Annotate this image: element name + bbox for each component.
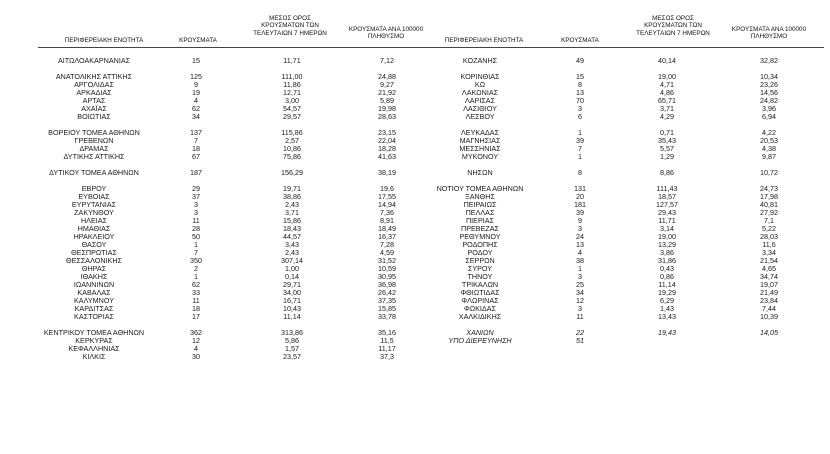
cell-avg: 34,00 — [283, 288, 301, 297]
cell-per: 10,39 — [760, 312, 778, 321]
cell-per: 3,96 — [762, 104, 776, 113]
cell-name: ΚΩ — [474, 80, 486, 89]
cell-name: ΚΕΦΑΛΛΗΝΙΑΣ — [68, 344, 120, 353]
cell-avg: 10,43 — [283, 304, 301, 313]
cell-name: ΞΑΝΘΗΣ — [465, 192, 495, 201]
cell-per: 33,78 — [378, 312, 396, 321]
header-per100k-left: ΚΡΟΥΣΜΑΤΑ ΑΝΑ 100000 ΠΛΗΘΥΣΜΟ — [348, 26, 424, 41]
cell-name: ΚΕΝΤΡΙΚΟΥ ΤΟΜΕΑ ΑΘΗΝΩΝ — [43, 328, 145, 337]
cell-name: ΗΡΑΚΛΕΙΟΥ — [73, 232, 115, 241]
cell-avg: 12,71 — [283, 88, 301, 97]
cell-avg: 5,86 — [285, 336, 299, 345]
cell-per: 23,15 — [378, 128, 396, 137]
cell-per: 18,28 — [378, 144, 396, 153]
cell-avg: 115,86 — [281, 128, 303, 137]
cell-per: 20,53 — [760, 136, 778, 145]
cell-name: ΛΑΣΙΘΙΟΥ — [463, 104, 497, 113]
cell-avg: 111,00 — [281, 72, 303, 81]
cell-per: 11,5 — [380, 336, 394, 345]
cell-avg: 2,43 — [285, 200, 299, 209]
cell-cases: 2 — [194, 264, 198, 273]
cell-avg: 3,86 — [660, 248, 674, 257]
cell-avg: 3,43 — [285, 240, 299, 249]
cell-cases: 362 — [190, 328, 202, 337]
cell-name: ΠΕΙΡΑΙΩΣ — [463, 200, 497, 209]
cell-per: 7,28 — [380, 240, 394, 249]
cell-name: ΝΟΤΙΟΥ ΤΟΜΕΑ ΑΘΗΝΩΝ — [436, 184, 524, 193]
cell-per: 26,42 — [378, 288, 396, 297]
cell-avg: 1,43 — [660, 304, 674, 313]
cell-name: ΠΡΕΒΕΖΑΣ — [461, 224, 499, 233]
cell-name: ΕΥΒΟΙΑΣ — [78, 192, 110, 201]
cell-cases: 1 — [578, 152, 582, 161]
header-rule — [38, 47, 824, 48]
cell-cases: 38 — [576, 256, 584, 265]
cell-per: 21,54 — [760, 256, 778, 265]
cell-avg: 3,14 — [660, 224, 674, 233]
cell-per: 14,56 — [760, 88, 778, 97]
cell-per: 19,6 — [380, 184, 394, 193]
cell-per: 15,85 — [378, 304, 396, 313]
cell-name: ΧΑΛΚΙΔΙΚΗΣ — [458, 312, 502, 321]
cell-per: 4,22 — [762, 128, 776, 137]
cell-avg: 2,57 — [285, 136, 299, 145]
table-row — [0, 337, 830, 345]
cell-name: ΚΕΡΚΥΡΑΣ — [75, 336, 113, 345]
cell-name: ΠΕΛΛΑΣ — [465, 208, 495, 217]
cell-avg: 4,29 — [660, 112, 674, 121]
header-region-right: ΠΕΡΙΦΕΡΕΙΑΚΗ ΕΝΟΤΗΤΑ — [444, 37, 524, 44]
table-row — [0, 57, 830, 65]
cell-per: 7,36 — [380, 208, 394, 217]
cell-cases: 28 — [192, 224, 200, 233]
cell-per: 4,38 — [762, 144, 776, 153]
cell-name: ΚΑΒΑΛΑΣ — [77, 288, 111, 297]
cell-per: 9,27 — [380, 80, 394, 89]
cell-cases: 4 — [194, 96, 198, 105]
table-row — [0, 353, 830, 361]
cell-cases: 39 — [576, 136, 584, 145]
table-row — [0, 305, 830, 313]
cell-name: ΕΒΡΟΥ — [81, 184, 107, 193]
cell-cases: 9 — [194, 80, 198, 89]
cell-cases: 49 — [576, 56, 584, 65]
cell-avg: 16,71 — [283, 296, 301, 305]
cell-name: ΗΛΕΙΑΣ — [80, 216, 108, 225]
table-row — [0, 193, 830, 201]
table-row — [0, 297, 830, 305]
cell-avg: 65,71 — [658, 96, 676, 105]
cell-cases: 25 — [576, 280, 584, 289]
cell-cases: 24 — [576, 232, 584, 241]
cell-per: 5,89 — [380, 96, 394, 105]
cell-cases: 11 — [192, 296, 200, 305]
cell-per: 9,87 — [762, 152, 776, 161]
cell-per: 10,59 — [378, 264, 396, 273]
cell-per: 10,72 — [760, 168, 778, 177]
cell-name: ΚΑΡΔΙΤΣΑΣ — [74, 304, 114, 313]
cell-cases: 15 — [192, 56, 200, 65]
cell-per: 27,92 — [760, 208, 778, 217]
cell-avg: 6,29 — [660, 296, 674, 305]
table-row — [0, 289, 830, 297]
cell-name: ΑΡΓΟΛΙΔΑΣ — [74, 80, 114, 89]
cell-avg: 15,86 — [283, 216, 301, 225]
cell-name: ΧΑΝΙΩΝ — [466, 328, 494, 337]
cell-name: ΣΥΡΟΥ — [467, 264, 493, 273]
cell-cases: 15 — [576, 72, 584, 81]
cell-per: 4,59 — [380, 248, 394, 257]
table-row — [0, 273, 830, 281]
cell-per: 37,3 — [380, 352, 394, 361]
cell-name: ΜΕΣΣΗΝΙΑΣ — [459, 144, 501, 153]
cell-avg: 19,43 — [658, 328, 676, 337]
cell-avg: 11,71 — [658, 216, 676, 225]
cell-per: 22,04 — [378, 136, 396, 145]
cell-name: ΛΕΣΒΟΥ — [465, 112, 495, 121]
cell-cases: 34 — [576, 288, 584, 297]
cell-name: ΙΘΑΚΗΣ — [80, 272, 108, 281]
cell-avg: 3,71 — [660, 104, 674, 113]
cell-name: ΘΗΡΑΣ — [81, 264, 107, 273]
cell-avg: 29,57 — [283, 112, 301, 121]
cell-avg: 0,14 — [285, 272, 299, 281]
table-row — [0, 153, 830, 161]
cell-cases: 3 — [578, 104, 582, 113]
cell-cases: 1 — [194, 240, 198, 249]
cell-name: ΣΕΡΡΩΝ — [465, 256, 495, 265]
cell-per: 41,63 — [378, 152, 396, 161]
cell-name: ΜΑΓΝΗΣΙΑΣ — [459, 136, 501, 145]
cell-cases: 1 — [578, 128, 582, 137]
cell-name: ΔΥΤΙΚΟΥ ΤΟΜΕΑ ΑΘΗΝΩΝ — [49, 168, 139, 177]
cell-cases: 131 — [574, 184, 586, 193]
header-avg7-right: ΜΕΣΟΣ ΟΡΟΣ ΚΡΟΥΣΜΑΤΩΝ ΤΩΝ ΤΕΛΕΥΤΑΙΩΝ 7 ΗΜΕΡΩΝ — [636, 15, 710, 37]
cell-per: 21,49 — [760, 288, 778, 297]
cell-per: 38,19 — [378, 168, 396, 177]
cell-name: ΤΗΝΟΥ — [467, 272, 493, 281]
cell-avg: 19,00 — [658, 232, 676, 241]
cell-avg: 0,86 — [660, 272, 674, 281]
table-row — [0, 145, 830, 153]
cell-cases: 181 — [574, 200, 586, 209]
cell-cases: 34 — [192, 112, 200, 121]
cell-name: ΘΕΣΠΡΩΤΙΑΣ — [71, 248, 117, 257]
table-row — [0, 217, 830, 225]
cell-avg: 44,57 — [283, 232, 301, 241]
table-row — [0, 225, 830, 233]
cell-avg: 29,43 — [658, 208, 676, 217]
cell-name: ΚΟΖΑΝΗΣ — [462, 56, 498, 65]
cell-name: ΕΥΡΥΤΑΝΙΑΣ — [71, 200, 117, 209]
cell-cases: 7 — [194, 136, 198, 145]
header-cases-left: ΚΡΟΥΣΜΑΤΑ — [179, 37, 217, 44]
cell-per: 31,52 — [378, 256, 396, 265]
table-row — [0, 137, 830, 145]
cell-cases: 12 — [192, 336, 200, 345]
cell-avg: 35,43 — [658, 136, 676, 145]
cell-avg: 307,14 — [281, 256, 303, 265]
cell-avg: 127,57 — [656, 200, 678, 209]
cell-cases: 37 — [192, 192, 200, 201]
cell-per: 14,05 — [760, 328, 778, 337]
cell-per: 14,94 — [378, 200, 396, 209]
cell-cases: 3 — [578, 224, 582, 233]
cell-per: 35,16 — [378, 328, 396, 337]
cell-per: 28,03 — [760, 232, 778, 241]
cell-per: 24,73 — [760, 184, 778, 193]
cell-cases: 1 — [578, 264, 582, 273]
cell-per: 17,55 — [378, 192, 396, 201]
table-row — [0, 257, 830, 265]
cell-name: ΛΑΚΩΝΙΑΣ — [461, 88, 499, 97]
cell-name: ΑΙΤΩΛΟΑΚΑΡΝΑΝΙΑΣ — [57, 56, 131, 65]
cell-cases: 3 — [578, 272, 582, 281]
cell-avg: 29,71 — [283, 280, 301, 289]
table-row — [0, 81, 830, 89]
cell-name: ΡΟΔΟΥ — [467, 248, 493, 257]
cell-name: ΡΟΔΟΠΗΣ — [462, 240, 498, 249]
cell-cases: 8 — [578, 80, 582, 89]
cell-name: ΚΟΡΙΝΘΙΑΣ — [460, 72, 500, 81]
cell-avg: 19,29 — [658, 288, 676, 297]
cell-avg: 1,57 — [285, 344, 299, 353]
cell-name: ΛΑΡΙΣΑΣ — [464, 96, 496, 105]
cell-cases: 3 — [578, 304, 582, 313]
cell-name: ΔΥΤΙΚΗΣ ΑΤΤΙΚΗΣ — [63, 152, 125, 161]
cell-per: 36,98 — [378, 280, 396, 289]
cell-avg: 19,00 — [658, 72, 676, 81]
cell-avg: 111,43 — [656, 184, 678, 193]
header-cases-right: ΚΡΟΥΣΜΑΤΑ — [561, 37, 599, 44]
cell-avg: 23,57 — [283, 352, 301, 361]
cell-per: 7,1 — [764, 216, 774, 225]
cell-cases: 125 — [190, 72, 202, 81]
cell-per: 23,26 — [760, 80, 778, 89]
cell-per: 5,22 — [762, 224, 776, 233]
cell-per: 18,49 — [378, 224, 396, 233]
cell-cases: 29 — [192, 184, 200, 193]
cell-cases: 39 — [576, 208, 584, 217]
cell-per: 24,82 — [760, 96, 778, 105]
cell-name: ΛΕΥΚΑΔΑΣ — [460, 128, 500, 137]
cell-per: 10,34 — [760, 72, 778, 81]
cell-avg: 1,29 — [660, 152, 674, 161]
header-per100k-right: ΚΡΟΥΣΜΑΤΑ ΑΝΑ 100000 ΠΛΗΘΥΣΜΟ — [731, 26, 807, 41]
cell-cases: 187 — [190, 168, 202, 177]
cell-name: ΚΑΣΤΟΡΙΑΣ — [74, 312, 114, 321]
cell-avg: 2,43 — [285, 248, 299, 257]
header-avg7-left: ΜΕΣΟΣ ΟΡΟΣ ΚΡΟΥΣΜΑΤΩΝ ΤΩΝ ΤΕΛΕΥΤΑΙΩΝ 7 ΗΜΕΡΩΝ — [253, 15, 327, 37]
table-row — [0, 105, 830, 113]
cell-cases: 11 — [576, 312, 584, 321]
cell-cases: 51 — [576, 336, 584, 345]
cell-cases: 9 — [578, 216, 582, 225]
table-row — [0, 209, 830, 217]
table-row — [0, 329, 830, 337]
table-row — [0, 97, 830, 105]
cell-name: ΚΑΛΥΜΝΟΥ — [74, 296, 114, 305]
cell-cases: 20 — [576, 192, 584, 201]
cell-name: ΤΡΙΚΑΛΩΝ — [461, 280, 499, 289]
cell-per: 32,82 — [760, 56, 778, 65]
table-row — [0, 73, 830, 81]
table-row — [0, 169, 830, 177]
cell-cases: 70 — [576, 96, 584, 105]
cell-per: 24,88 — [378, 72, 396, 81]
cell-avg: 11,71 — [283, 56, 301, 65]
cell-avg: 0,71 — [660, 128, 674, 137]
cell-avg: 18,57 — [658, 192, 676, 201]
cell-name: ΙΩΑΝΝΙΝΩΝ — [73, 280, 115, 289]
cell-per: 8,91 — [380, 216, 394, 225]
cell-avg: 11,14 — [283, 312, 301, 321]
header-region-left: ΠΕΡΙΦΕΡΕΙΑΚΗ ΕΝΟΤΗΤΑ — [64, 37, 144, 44]
cell-per: 28,63 — [378, 112, 396, 121]
cell-per: 11,17 — [378, 344, 396, 353]
cell-name: ΝΗΣΩΝ — [467, 168, 493, 177]
cell-per: 30,95 — [378, 272, 396, 281]
cell-per: 19,98 — [378, 104, 396, 113]
cell-name: ΑΝΑΤΟΛΙΚΗΣ ΑΤΤΙΚΗΣ — [55, 72, 133, 81]
cell-avg: 156,29 — [281, 168, 303, 177]
cell-cases: 19 — [192, 88, 200, 97]
cell-cases: 6 — [578, 112, 582, 121]
cell-cases: 17 — [192, 312, 200, 321]
cell-per: 16,37 — [378, 232, 396, 241]
cell-cases: 50 — [192, 232, 200, 241]
cell-cases: 12 — [576, 296, 584, 305]
cell-cases: 67 — [192, 152, 200, 161]
cell-avg: 54,57 — [283, 104, 301, 113]
cell-cases: 3 — [194, 208, 198, 217]
cell-name: ΓΡΕΒΕΝΩΝ — [74, 136, 114, 145]
cell-cases: 13 — [576, 240, 584, 249]
cell-cases: 11 — [192, 216, 200, 225]
cell-per: 7,44 — [762, 304, 776, 313]
cell-name: ΑΡΚΑΔΙΑΣ — [76, 88, 112, 97]
cell-avg: 11,86 — [283, 80, 301, 89]
cell-avg: 3,71 — [285, 208, 299, 217]
cell-name: ΚΙΛΚΙΣ — [82, 352, 106, 361]
cell-per: 7,12 — [380, 56, 394, 65]
cell-cases: 18 — [192, 304, 200, 313]
cell-cases: 62 — [192, 280, 200, 289]
cell-cases: 13 — [576, 88, 584, 97]
cell-avg: 18,43 — [283, 224, 301, 233]
cell-per: 3,34 — [762, 248, 776, 257]
cell-name: ΔΡΑΜΑΣ — [79, 144, 109, 153]
cell-name: ΘΕΣΣΑΛΟΝΙΚΗΣ — [66, 256, 122, 265]
cell-name: ΦΘΙΩΤΙΔΑΣ — [460, 288, 500, 297]
cell-cases: 22 — [576, 328, 584, 337]
cell-avg: 75,86 — [283, 152, 301, 161]
cell-per: 6,94 — [762, 112, 776, 121]
cell-name: ΑΧΑΪΑΣ — [81, 104, 107, 113]
cell-avg: 8,86 — [660, 168, 674, 177]
cell-name: ΦΛΩΡΙΝΑΣ — [461, 296, 499, 305]
cell-avg: 4,86 — [660, 88, 674, 97]
cell-avg: 5,57 — [660, 144, 674, 153]
cell-name: ΠΙΕΡΙΑΣ — [465, 216, 495, 225]
cell-per: 34,74 — [760, 272, 778, 281]
cell-cases: 1 — [194, 272, 198, 281]
cell-cases: 33 — [192, 288, 200, 297]
cell-name: ΒΟΡΕΙΟΥ ΤΟΜΕΑ ΑΘΗΝΩΝ — [48, 128, 140, 137]
cell-cases: 18 — [192, 144, 200, 153]
cell-cases: 7 — [578, 144, 582, 153]
cell-cases: 30 — [192, 352, 200, 361]
table-row — [0, 313, 830, 321]
table-row — [0, 241, 830, 249]
cell-avg: 13,29 — [658, 240, 676, 249]
cell-cases: 4 — [578, 248, 582, 257]
table-row — [0, 233, 830, 241]
cell-avg: 11,14 — [658, 280, 676, 289]
table-row — [0, 281, 830, 289]
cell-name: ΜΥΚΟΝΟΥ — [461, 152, 499, 161]
cell-per: 37,35 — [378, 296, 396, 305]
table-row — [0, 249, 830, 257]
cell-avg: 19,71 — [283, 184, 301, 193]
cell-cases: 62 — [192, 104, 200, 113]
cell-name: ΘΑΣΟΥ — [81, 240, 107, 249]
cell-per: 23,84 — [760, 296, 778, 305]
cell-name: ΗΜΑΘΙΑΣ — [77, 224, 111, 233]
cell-per: 11,6 — [762, 240, 776, 249]
cell-cases: 350 — [190, 256, 202, 265]
table-row — [0, 185, 830, 193]
cell-avg: 38,86 — [283, 192, 301, 201]
cell-avg: 10,86 — [283, 144, 301, 153]
cell-avg: 40,14 — [658, 56, 676, 65]
table-row — [0, 345, 830, 353]
cell-avg: 0,43 — [660, 264, 674, 273]
cell-cases: 7 — [194, 248, 198, 257]
cell-name: ΖΑΚΥΝΘΟΥ — [74, 208, 114, 217]
cell-cases: 137 — [190, 128, 202, 137]
cell-per: 19,07 — [760, 280, 778, 289]
table-row — [0, 113, 830, 121]
cell-name: ΡΕΘΥΜΝΟΥ — [459, 232, 501, 241]
cell-per: 4,65 — [762, 264, 776, 273]
cell-avg: 4,71 — [660, 80, 674, 89]
cell-cases: 4 — [194, 344, 198, 353]
cell-per: 21,92 — [378, 88, 396, 97]
cell-cases: 8 — [578, 168, 582, 177]
cell-avg: 31,86 — [658, 256, 676, 265]
cell-avg: 3,00 — [285, 96, 299, 105]
cell-avg: 313,86 — [281, 328, 303, 337]
cell-avg: 13,43 — [658, 312, 676, 321]
cell-cases: 3 — [194, 200, 198, 209]
cell-per: 40,81 — [760, 200, 778, 209]
table-row — [0, 89, 830, 97]
cell-name: ΑΡΤΑΣ — [82, 96, 106, 105]
cell-per: 17,98 — [760, 192, 778, 201]
cell-name: ΒΟΙΩΤΙΑΣ — [77, 112, 111, 121]
table-row — [0, 129, 830, 137]
cell-avg: 1,00 — [285, 264, 299, 273]
table-row — [0, 201, 830, 209]
cell-name: ΦΩΚΙΔΑΣ — [464, 304, 496, 313]
table-row — [0, 265, 830, 273]
cell-name: ΥΠΟ ΔΙΕΡΕΥΝΗΣΗ — [448, 336, 512, 345]
